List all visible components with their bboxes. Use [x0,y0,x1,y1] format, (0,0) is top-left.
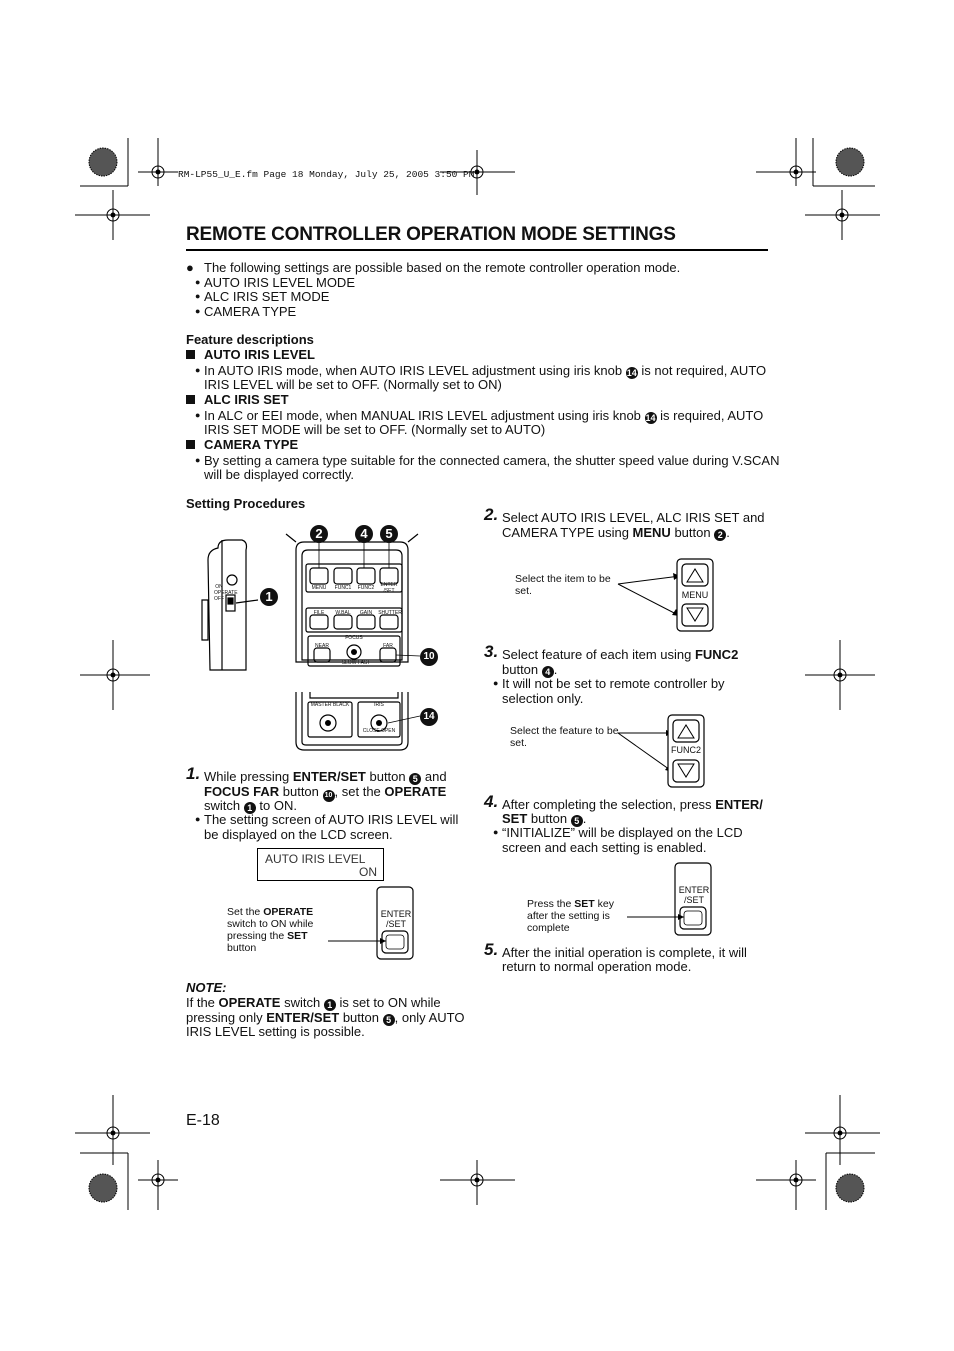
page-number: E-18 [186,1112,220,1129]
menu-button-label: MENU [681,590,709,600]
feature-auto-iris-text-2: IRIS LEVEL will be set to OFF. (Normally set to ON) [204,377,502,392]
step-4-callout: Press the SET key after the setting is complete [527,898,614,934]
remote-gain-label: GAIN [359,610,373,616]
remote-func1-label: FUNC1 [334,585,352,591]
remote-slow-fast-label: SLOW FAST [341,660,371,666]
mode-list-item: ● AUTO IRIS LEVEL MODE [195,275,355,290]
remote-enter-label: ENTER /SET [380,582,398,594]
step-3-note-2: selection only. [502,691,584,706]
feature-alc-iris-text-2: IRIS SET MODE will be set to OFF. (Normally set to AUTO) [204,422,546,437]
step-1-number: 1. [186,764,201,783]
remote-shutter-label: SHUTTER [378,610,402,616]
note-line-2: pressing only ENTER/SET button 5 , only AUTO [186,1010,465,1025]
file-header: RM-LP55_U_E.fm Page 18 Monday, July 25, 2005 3:50 PM [178,169,475,180]
mode-list-item: ● CAMERA TYPE [195,304,297,319]
lcd-line-1: AUTO IRIS LEVEL [265,852,366,866]
marker-10: 10 [420,648,438,666]
step-4-line-1: After completing the selection, press ENTER/ [502,797,763,812]
feature-auto-iris-text: ● In AUTO IRIS mode, when AUTO IRIS LEVEL adjustment using iris knob 14 is not required, AUTO [195,363,767,378]
feature-alc-iris-text: ● In ALC or EEI mode, when MANUAL IRIS LEVEL adjustment using iris knob 14 is required, AUTO [195,408,764,423]
marker-1: 1 [260,588,278,606]
note-heading: NOTE: [186,980,227,995]
step-1-line-3: switch 1 to ON. [204,798,297,813]
step-4-number: 4. [484,792,499,811]
remote-close-open-label: CLOSE OPEN [362,728,396,734]
remote-iris-label: IRIS [374,702,384,708]
feature-camera-type-title: CAMERA TYPE [186,437,298,452]
remote-file-label: FILE [313,610,325,616]
remote-master-black-label: MASTER BLACK [310,702,350,708]
step-2-number: 2. [484,505,499,524]
step-1-note-2: be displayed on the LCD screen. [204,827,393,842]
marker-14: 14 [420,708,438,726]
func2-button-label: FUNC2 [670,745,701,755]
mode-list-item: ● ALC IRIS SET MODE [195,289,330,304]
feature-camera-type-text-2: will be displayed correctly. [204,467,355,482]
intro-bullet: ● [186,260,194,275]
step-3-number: 3. [484,642,499,661]
feature-camera-type-text: ● By setting a camera type suitable for the connected camera, the shutter speed value during V.SCAN [195,453,780,468]
enter-set-label: ENTER /SET [380,909,412,929]
remote-focus-label: FOCUS [345,635,363,641]
lcd-line-2: ON [359,865,377,879]
step-1-callout: Set the OPERATE switch to ON while pressing the SET button [227,906,314,954]
step-3-line-1: Select feature of each item using FUNC2 [502,647,739,662]
step-4-note-2: screen and each setting is enabled. [502,840,707,855]
step-3-line-2: button 4 . [502,662,558,677]
step-3-callout: Select the feature to be set. [510,725,619,749]
step-5-number: 5. [484,940,499,959]
title-rule [186,249,768,251]
remote-menu-label: MENU [311,585,327,591]
step-3-note: ● It will not be set to remote controller by [493,676,725,691]
lcd-screen [257,848,384,881]
step-2-line-1: Select AUTO IRIS LEVEL, ALC IRIS SET and [502,510,765,525]
note-line-3: IRIS LEVEL setting is possible. [186,1024,365,1039]
enter-set-key-label: ENTER /SET [678,885,710,905]
remote-far-label: FAR [383,643,393,649]
note-line-1: If the OPERATE switch 1 is set to ON while [186,995,441,1010]
page-title: REMOTE CONTROLLER OPERATION MODE SETTINGS [186,224,676,245]
feature-alc-iris-title: ALC IRIS SET [186,392,289,407]
remote-func2-label: FUNC2 [357,585,375,591]
step-2-callout: Select the item to be set. [515,573,611,597]
remote-controller-illustration [198,520,448,755]
step-4-line-2: SET button 5 . [502,811,587,826]
features-heading: Feature descriptions [186,332,314,347]
step-1-note: ● The setting screen of AUTO IRIS LEVEL will [195,812,459,827]
step-1-line-2: FOCUS FAR button 10 , set the OPERATE [204,784,446,802]
marker-5: 5 [380,525,398,543]
intro-text: The following settings are possible based on the remote controller operation mode. [204,260,681,275]
remote-wbal-label: W.BAL [335,610,351,616]
step-5-line-1: After the initial operation is complete, it will [502,945,747,960]
remote-near-label: NEAR [315,643,329,649]
step-4-note: ● “INITIALIZE” will be displayed on the LCD [493,825,743,840]
step-5-line-2: return to normal operation mode. [502,959,692,974]
marker-2: 2 [310,525,328,543]
remote-side-label: ON OPERATE OFF [214,584,238,602]
procedures-heading: Setting Procedures [186,496,306,511]
step-1-line-1: While pressing ENTER/SET button 5 and [204,769,447,784]
feature-auto-iris-title: AUTO IRIS LEVEL [186,347,315,362]
marker-4: 4 [355,525,373,543]
step-2-line-2: CAMERA TYPE using MENU button 2 . [502,525,730,540]
